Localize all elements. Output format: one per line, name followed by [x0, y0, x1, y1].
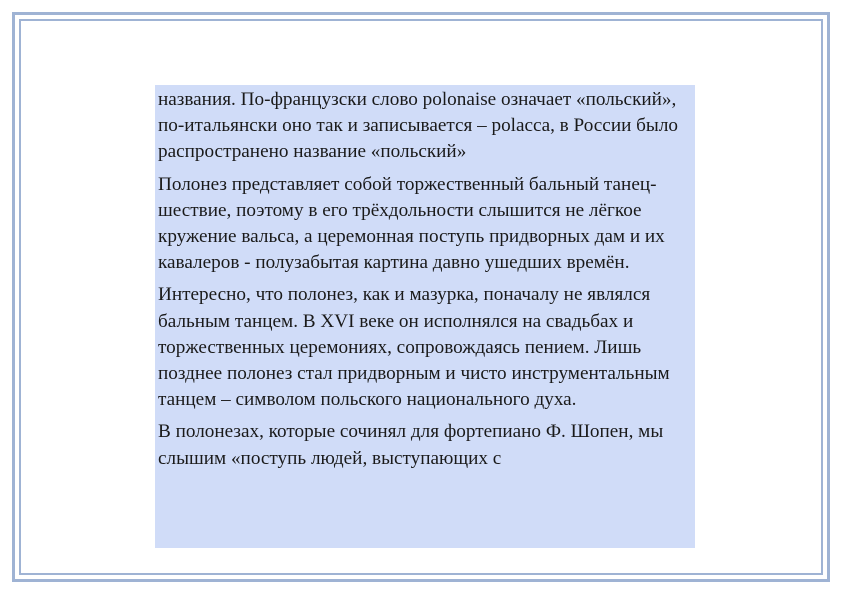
- paragraph-chopin-polonaises: В полонезах, которые сочинял для фортепиано Ф. Шопен, мы слышим «поступь людей, выступающих с: [158, 421, 664, 469]
- paragraph-polonaise-character: Полонез представляет собой торжественный бальный танец-шествие, поэтому в его трёхдольности слышится не лёгкое кружение вальса, а церемонная поступь придворных дам и их кавалеров - полузабытая картина давно ушедших времён.: [158, 173, 665, 274]
- text-box: [155, 85, 695, 548]
- paragraph-polonaise-history: Интересно, что полонез, как и мазурка, поначалу не являлся бальным танцем. В XVI веке он исполнялся на свадьбах и торжественных церемониях, сопровождаясь пением. Лишь позднее полонез стал придворным и чисто инструментальным танцем – символом польского национального духа.: [158, 284, 670, 411]
- paragraph-polonaise-name: названия. По-французски слово polonaise означает «польский», по-итальянски оно так и записывается – polacca, в России было распространено название «польский»: [158, 89, 678, 163]
